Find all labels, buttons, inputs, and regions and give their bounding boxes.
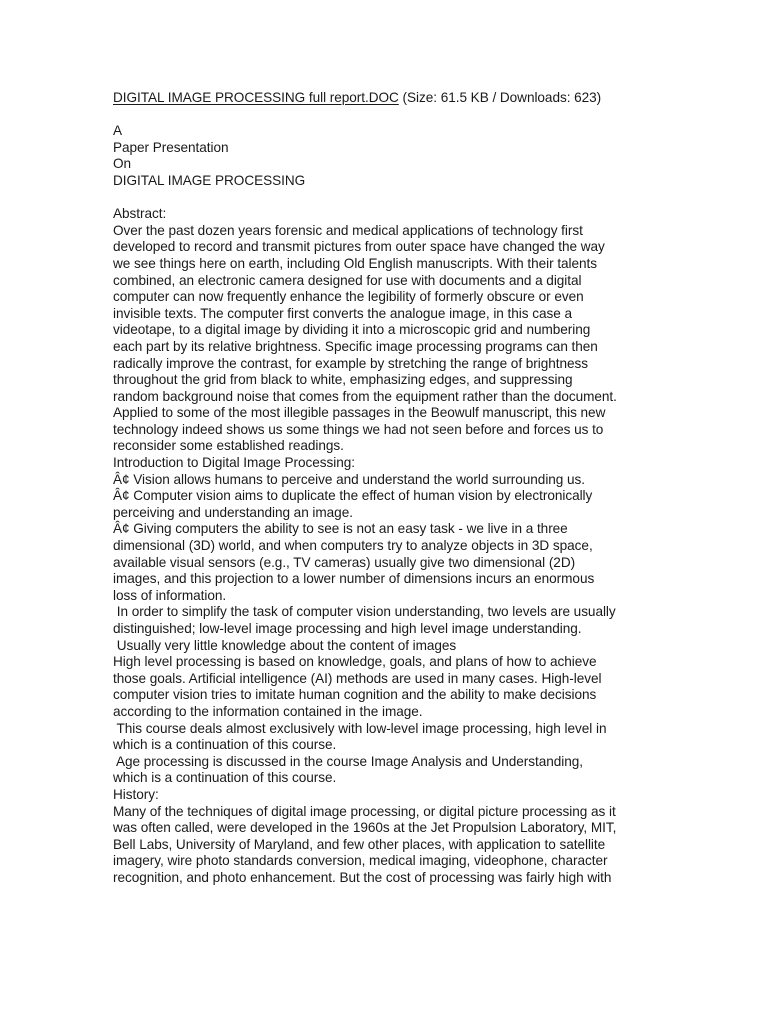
introduction-line: available visual sensors (e.g., TV cameras) usually give two dimensional (2D) [113, 554, 576, 570]
abstract-line: combined, an electronic camera designed for use with documents and a digital [113, 272, 582, 288]
history-body [113, 804, 673, 887]
introduction-line: This course deals almost exclusively with low-level image processing, high level in [113, 720, 607, 736]
history-line: Bell Labs, University of Maryland, and few other places, with application to satellite [113, 836, 606, 852]
introduction-line: In order to simplify the task of computer vision understanding, two levels are usually [113, 604, 616, 620]
spacer [113, 190, 673, 207]
introduction-body [113, 472, 673, 787]
attachment-meta: (Size: 61.5 KB / Downloads: 623) [398, 90, 602, 105]
abstract-line: videotape, to a digital image by dividing it into a microscopic grid and numbering [113, 322, 591, 338]
introduction-line: High level processing is based on knowledge, goals, and plans of how to achieve [113, 654, 597, 670]
spacer [113, 107, 673, 124]
title-line-2: Paper Presentation [113, 139, 229, 155]
history-line: Many of the techniques of digital image processing, or digital picture processing as it [113, 803, 616, 819]
abstract-line: radically improve the contrast, for example by stretching the range of brightness [113, 355, 588, 371]
abstract-line: reconsider some established readings. [113, 438, 344, 454]
introduction-heading: Introduction to Digital Image Processing: [113, 455, 356, 471]
history-line: imagery, wire photo standards conversion, medical imaging, videophone, character [113, 853, 608, 869]
attachment-line [113, 90, 673, 107]
abstract-line: we see things here on earth, including Old English manuscripts. With their talents [113, 255, 598, 271]
abstract-line: invisible texts. The computer first converts the analogue image, in this case a [113, 305, 572, 321]
introduction-line: Usually very little knowledge about the content of images [113, 637, 457, 653]
abstract-body [113, 223, 673, 455]
abstract-line: random background noise that comes from the equipment rather than the document. [113, 388, 617, 404]
abstract-line: computer can now frequently enhance the legibility of formerly obscure or even [113, 289, 584, 305]
abstract-line: each part by its relative brightness. Specific image processing programs can then [113, 338, 598, 354]
introduction-line: according to the information contained in the image. [113, 703, 423, 719]
abstract-line: technology indeed shows us some things we had not seen before and forces us to [113, 421, 604, 437]
abstract-line: developed to record and transmit pictures from outer space have changed the way [113, 239, 605, 255]
title-line-4: DIGITAL IMAGE PROCESSING [113, 172, 306, 188]
introduction-line: Â¢ Giving computers the ability to see is not an easy task - we live in a three [113, 521, 568, 537]
introduction-line: dimensional (3D) world, and when computers try to analyze objects in 3D space, [113, 538, 593, 554]
introduction-line: distinguished; low-level image processing and high level image understanding. [113, 621, 582, 636]
introduction-line: images, and this projection to a lower number of dimensions incurs an enormous [113, 571, 595, 587]
introduction-line: loss of information. [113, 587, 227, 603]
title-line-3: On [113, 156, 132, 172]
introduction-line: Â¢ Computer vision aims to duplicate the effect of human vision by electronically [113, 488, 593, 504]
introduction-line: those goals. Artificial intelligence (AI) methods are used in many cases. High-level [113, 670, 602, 686]
introduction-line: Age processing is discussed in the course Image Analysis and Understanding, [113, 753, 583, 769]
history-line: recognition, and photo enhancement. But the cost of processing was fairly high with [113, 869, 612, 885]
abstract-line: throughout the grid from black to white, emphasizing edges, and suppressing [113, 372, 573, 388]
introduction-line: perceiving and understanding an image. [113, 504, 353, 520]
title-line-1: A [113, 123, 123, 139]
document-page [113, 90, 673, 887]
abstract-heading: Abstract: [113, 206, 167, 222]
introduction-line: computer vision tries to imitate human cognition and the ability to make decisions [113, 687, 597, 703]
abstract-line: Over the past dozen years forensic and medical applications of technology first [113, 222, 583, 238]
introduction-line: which is a continuation of this course. [113, 770, 337, 786]
history-heading: History: [113, 786, 159, 802]
history-line: was often called, were developed in the 1960s at the Jet Propulsion Laboratory, MIT, [113, 820, 617, 836]
introduction-line: which is a continuation of this course. [113, 737, 337, 753]
abstract-line: Applied to some of the most illegible passages in the Beowulf manuscript, this new [113, 405, 606, 421]
attachment-download-link[interactable]: DIGITAL IMAGE PROCESSING full report.DOC [113, 90, 399, 105]
introduction-line: Â¢ Vision allows humans to perceive and understand the world surrounding us. [113, 471, 586, 487]
